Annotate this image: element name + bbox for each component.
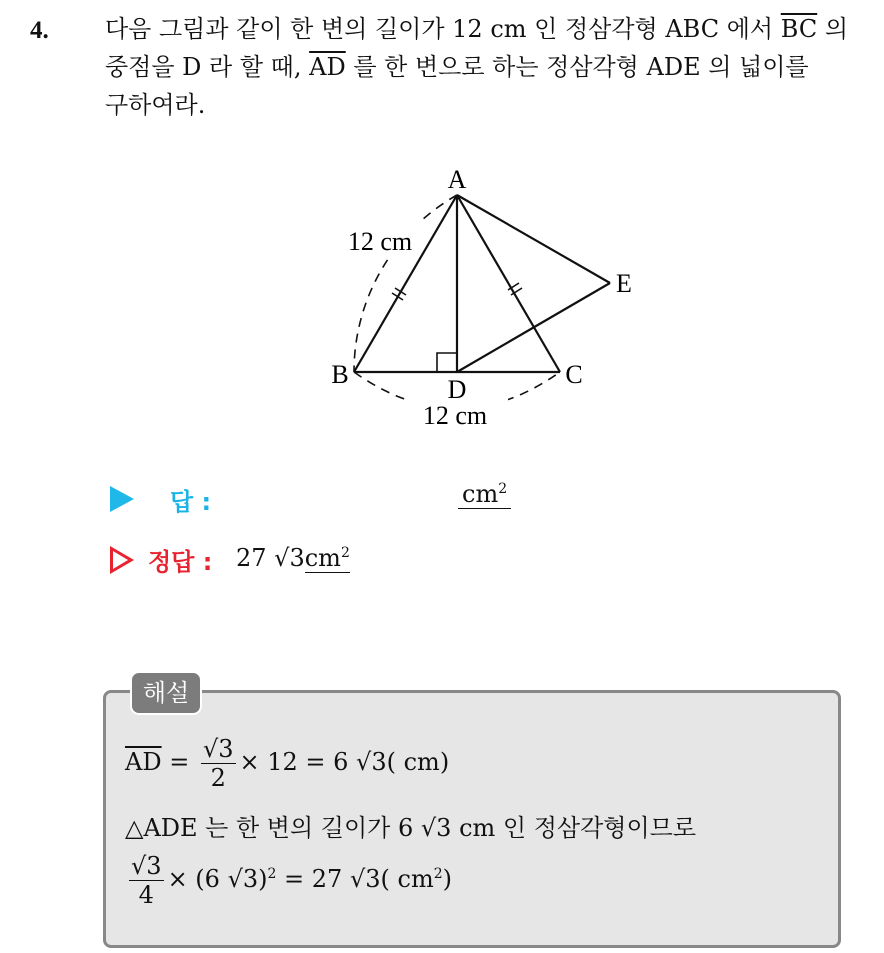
label-b: B xyxy=(331,360,349,389)
side-ae xyxy=(457,195,610,283)
answer-unit[interactable]: $cm^2$ xyxy=(458,480,511,509)
play-triangle-icon xyxy=(110,486,134,512)
question-line-1: 다음 그림과 같이 한 변의 길이가 12 cm 인 정삼각형 ABC 에서 $\overline{BC}$ 의 xyxy=(105,15,849,43)
answer-label: 답 : xyxy=(170,488,212,516)
segment-ad: $\overline{AD}$ xyxy=(309,53,346,81)
segment-bc: $\overline{BC}$ xyxy=(780,15,818,43)
question-line-3: 구하여라. xyxy=(105,91,206,119)
solution-label: 정답 : xyxy=(148,548,213,576)
right-angle-mark xyxy=(437,353,457,372)
side-ab xyxy=(354,195,457,372)
explanation-tag: 해설 xyxy=(130,671,202,715)
question-line-2: 중점을 D 라 할 때, $\overline{AD}$ 를 한 변으로 하는 정삼각형 ADE 의 넓이를 xyxy=(105,53,809,81)
fraction: $\frac{√3}{2}$ xyxy=(202,735,234,792)
question-number: 4. xyxy=(30,17,49,44)
label-c: C xyxy=(565,360,583,389)
explanation-line-3: $\frac{√3}{4}$ × (6 √3)$^2$ = 27 √3( $cm^2$) xyxy=(131,852,453,909)
solution-value: 27 $√3cm^2$ xyxy=(236,544,350,572)
explanation-line-1: $\overline{AD}$ = $\frac{√3}{2}$ × 12 = 6 √3( cm) xyxy=(125,735,450,792)
side-length-label: 12 cm xyxy=(347,227,413,256)
base-length-label: 12 cm xyxy=(422,401,488,430)
explanation-line-2: △ADE 는 한 변의 길이가 6 √3 cm 인 정삼각형이므로 xyxy=(125,814,697,842)
side-de xyxy=(457,283,610,372)
side-ac xyxy=(457,195,560,372)
label-a: A xyxy=(447,165,467,194)
label-d: D xyxy=(447,375,467,404)
triangle-figure xyxy=(0,0,884,470)
label-e: E xyxy=(616,269,632,298)
fraction: $\frac{√3}{4}$ xyxy=(131,852,162,909)
